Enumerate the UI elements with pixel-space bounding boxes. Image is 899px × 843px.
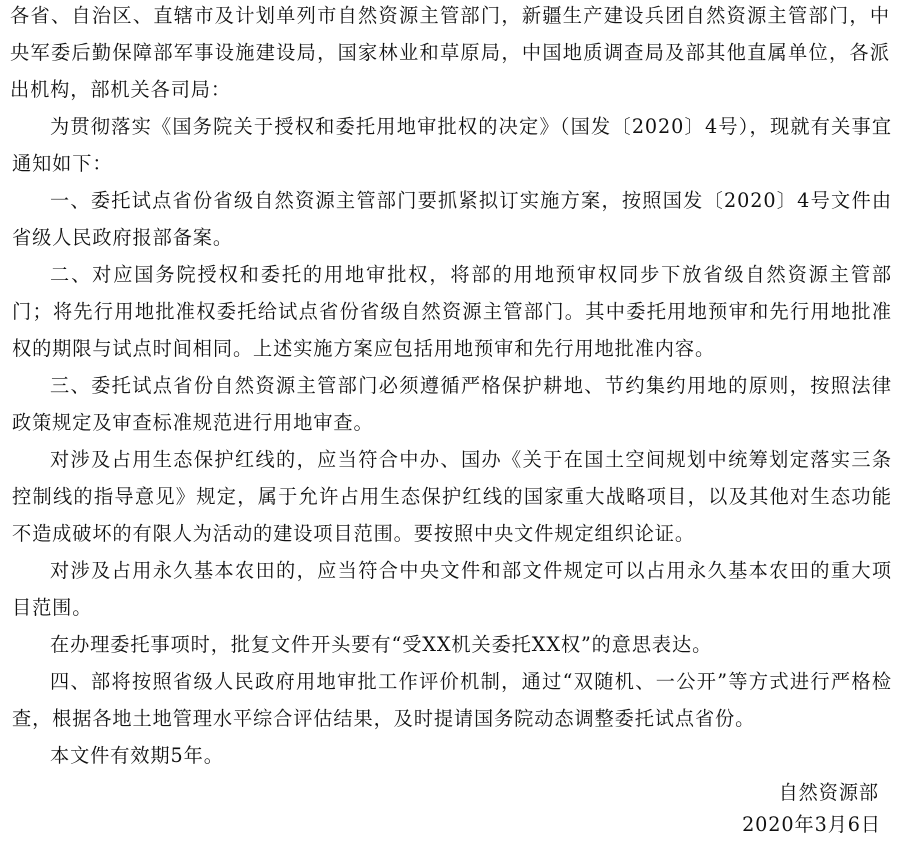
farmland-paragraph: 对涉及占用永久基本农田的，应当符合中央文件和部文件规定可以占用永久基本农田的重大项目范围。 bbox=[12, 559, 892, 619]
ecological-redline-paragraph: 对涉及占用生态保护红线的，应当符合中办、国办《关于在国土空间规划中统筹划定落实三条控制线的指导意见》规定，属于允许占用生态保护红线的国家重大战略项目，以及其他对生态功能不造成破坏的有限人为活动的建设项目范围。要按照中央文件规定组织论证。 bbox=[12, 448, 892, 545]
addressee-paragraph: 各省、自治区、直辖市及计划单列市自然资源主管部门，新疆生产建设兵团自然资源主管部门，中央军委后勤保障部军事设施建设局，国家林业和草原局，中国地质调查局及部其他直属单位，各派出机构，部机关各司局： bbox=[10, 4, 890, 101]
item-three-paragraph: 三、委托试点省份自然资源主管部门必须遵循严格保护耕地、节约集约用地的原则，按照法律政策规定及审查标准规范进行用地审查。 bbox=[12, 374, 892, 434]
item-two-paragraph: 二、对应国务院授权和委托的用地审批权，将部的用地预审权同步下放省级自然资源主管部门；将先行用地批准权委托给试点省份省级自然资源主管部门。其中委托用地预审和先行用地批准权的期限与试点时间相同。上述实施方案应包括用地预审和先行用地批准内容。 bbox=[12, 263, 892, 360]
intro-paragraph: 为贯彻落实《国务院关于授权和委托用地审批权的决定》（国发〔2020〕4号），现就有关事宜通知如下： bbox=[12, 115, 892, 175]
delegation-wording-paragraph: 在办理委托事项时，批复文件开头要有“受XX机关委托XX权”的意思表达。 bbox=[50, 633, 713, 656]
issuer-signature: 自然资源部 bbox=[778, 781, 879, 804]
validity-paragraph: 本文件有效期5年。 bbox=[50, 744, 224, 767]
item-one-paragraph: 一、委托试点省份省级自然资源主管部门要抓紧拟订实施方案，按照国发〔2020〕4号文件由省级人民政府报部备案。 bbox=[12, 189, 892, 249]
item-four-paragraph: 四、部将按照省级人民政府用地审批工作评价机制，通过“双随机、一公开”等方式进行严格检查，根据各地土地管理水平综合评估结果，及时提请国务院动态调整委托试点省份。 bbox=[12, 670, 892, 730]
issue-date: 2020年3月6日 bbox=[742, 813, 881, 836]
